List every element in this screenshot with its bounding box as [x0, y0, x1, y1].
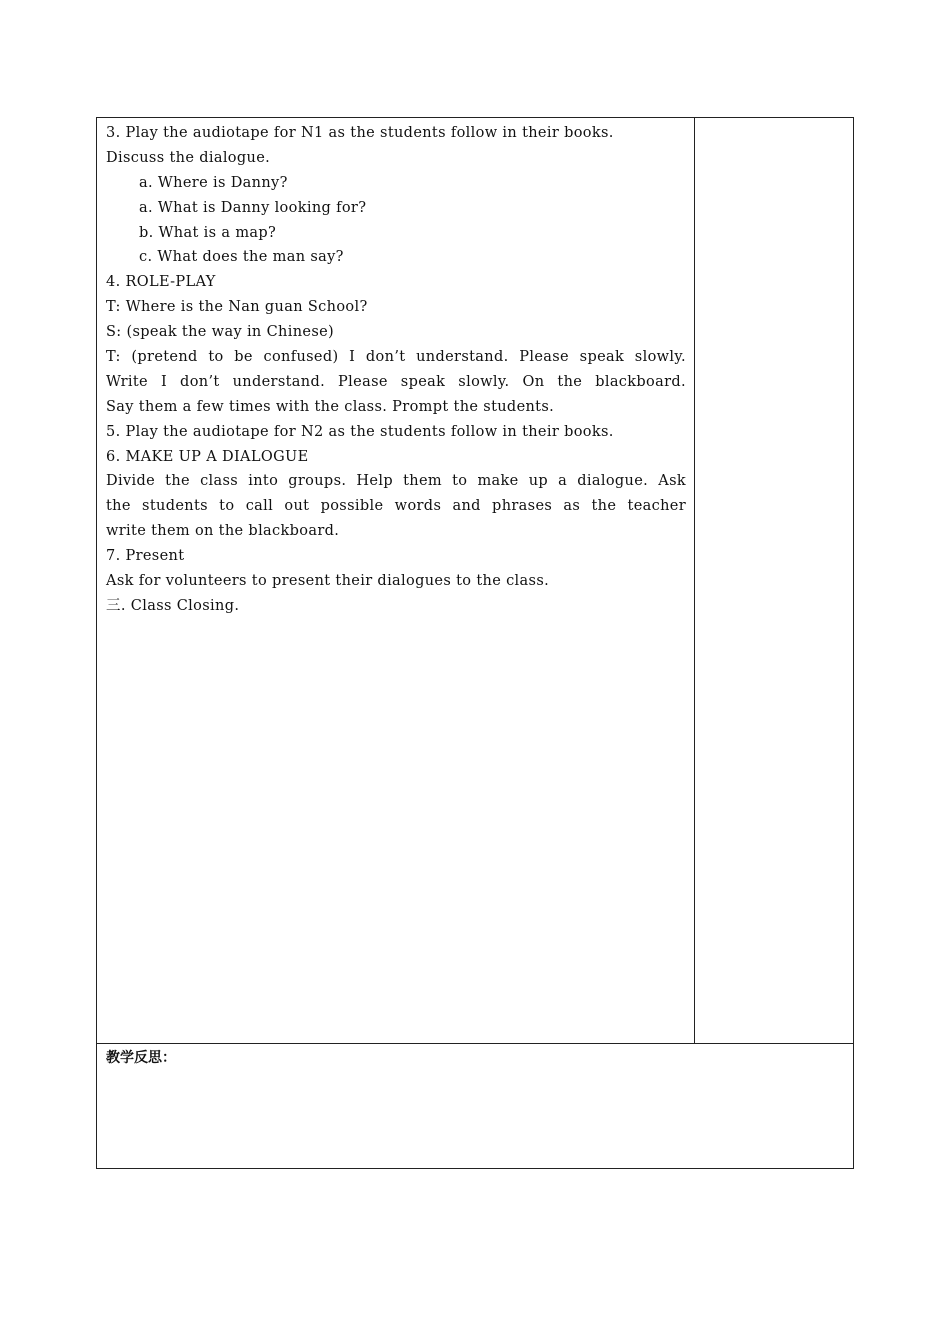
- lesson-line: 4. ROLE-PLAY: [106, 274, 216, 291]
- reflection-label: 教学反思：: [106, 1050, 176, 1066]
- lesson-line: Ask for volunteers to present their dialogues to the class.: [106, 573, 550, 590]
- lesson-line: T: Where is the Nan guan School?: [106, 299, 368, 316]
- lesson-line: write them on the blackboard.: [106, 523, 340, 540]
- lesson-line: Discuss the dialogue.: [106, 149, 271, 166]
- lesson-line: 7. Present: [106, 548, 185, 565]
- lesson-line: 三. Class Closing.: [106, 597, 240, 614]
- lesson-line: Divide the class into groups. Help them to make up a dialogue. Ask: [106, 473, 686, 490]
- lesson-steps-cell: [97, 118, 695, 1044]
- lesson-line: 3. Play the audiotape for N1 as the students follow in their books.: [106, 125, 614, 141]
- notes-cell: [695, 118, 853, 1044]
- lesson-line: the students to call out possible words and phrases as the teacher: [106, 498, 686, 515]
- lesson-line: S: (speak the way in Chinese): [106, 324, 335, 341]
- lesson-line: 6. MAKE UP A DIALOGUE: [106, 448, 309, 465]
- lesson-line: b. What is a map?: [139, 224, 277, 241]
- lesson-steps: [106, 121, 686, 619]
- lesson-plan-table: [96, 117, 854, 1169]
- lesson-line: 5. Play the audiotape for N2 as the students follow in their books.: [106, 423, 614, 440]
- reflection-cell: [97, 1043, 853, 1168]
- lesson-line: Say them a few times with the class. Prompt the students.: [106, 398, 555, 415]
- lesson-line: a. Where is Danny?: [139, 174, 288, 191]
- lesson-line: Write I don’t understand. Please speak slowly. On the blackboard.: [106, 373, 686, 390]
- lesson-line: c. What does the man say?: [139, 249, 344, 266]
- lesson-line: T: (pretend to be confused) I don’t understand. Please speak slowly.: [106, 349, 686, 366]
- lesson-line: a. What is Danny looking for?: [139, 199, 367, 216]
